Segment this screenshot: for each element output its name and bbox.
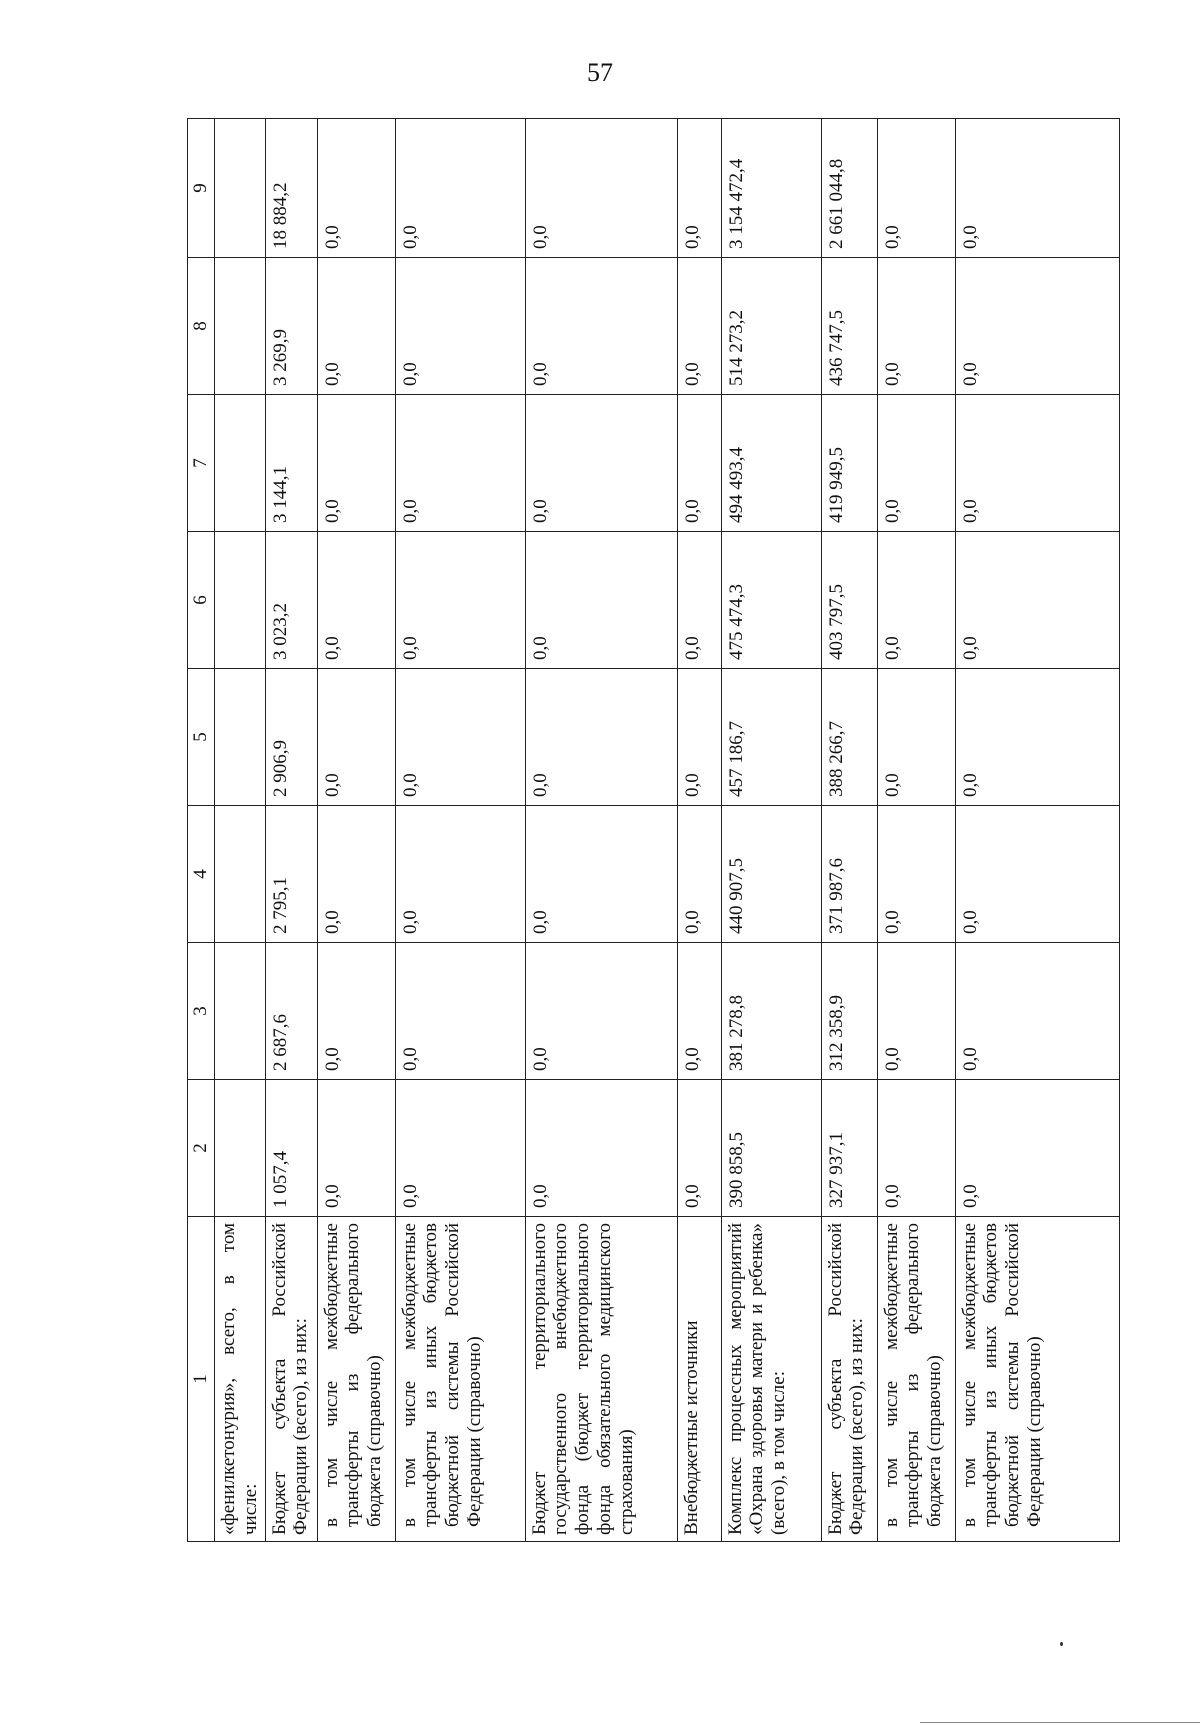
value-cell [214, 395, 265, 532]
row-label: в том числе межбюджетные трансферты из федерального бюджета (справочно) [877, 1217, 955, 1542]
value-cell: 0,0 [677, 532, 721, 669]
table-row [525, 119, 677, 1542]
value-cell [214, 943, 265, 1080]
table-row [955, 119, 1119, 1542]
value-cell: 381 278,8 [721, 943, 821, 1080]
value-cell: 0,0 [677, 119, 721, 258]
budget-table-container [187, 122, 1107, 1542]
value-cell: 312 358,9 [821, 943, 877, 1080]
value-cell: 0,0 [395, 395, 525, 532]
value-cell: 0,0 [317, 669, 395, 806]
value-cell: 440 907,5 [721, 806, 821, 943]
value-cell: 0,0 [677, 669, 721, 806]
value-cell [214, 669, 265, 806]
value-cell: 2 795,1 [265, 806, 317, 943]
row-label: Комплекс процессных мероприятий «Охрана здоровья матери и ребенка» (всего), в том числе: [721, 1217, 821, 1542]
table-row [395, 119, 525, 1542]
value-cell: 0,0 [317, 258, 395, 395]
value-cell: 0,0 [525, 395, 677, 532]
value-cell: 494 493,4 [721, 395, 821, 532]
row-label: «фенилкетонурия», всего, в том числе: [214, 1217, 265, 1542]
row-label: в том числе межбюджетные трансферты из иных бюджетов бюджетной системы Российской Федерации (справочно) [395, 1217, 525, 1542]
value-cell: 0,0 [317, 1080, 395, 1217]
value-cell [214, 806, 265, 943]
value-cell [214, 258, 265, 395]
column-header: 7 [188, 395, 215, 532]
row-label: в том числе межбюджетные трансферты из иных бюджетов бюджетной системы Российской Федерации (справочно) [955, 1217, 1119, 1542]
value-cell: 0,0 [677, 395, 721, 532]
value-cell: 0,0 [877, 669, 955, 806]
value-cell: 0,0 [525, 532, 677, 669]
column-header: 9 [188, 119, 215, 258]
value-cell: 0,0 [955, 943, 1119, 1080]
value-cell: 2 906,9 [265, 669, 317, 806]
column-header: 4 [188, 806, 215, 943]
value-cell: 0,0 [395, 806, 525, 943]
value-cell: 390 858,5 [721, 1080, 821, 1217]
value-cell: 0,0 [317, 943, 395, 1080]
value-cell: 2 687,6 [265, 943, 317, 1080]
budget-table [187, 118, 1120, 1542]
value-cell [214, 119, 265, 258]
value-cell: 0,0 [525, 806, 677, 943]
value-cell: 514 273,2 [721, 258, 821, 395]
value-cell: 2 661 044,8 [821, 119, 877, 258]
value-cell: 3 154 472,4 [721, 119, 821, 258]
value-cell: 436 747,5 [821, 258, 877, 395]
value-cell: 0,0 [877, 258, 955, 395]
value-cell: 0,0 [317, 395, 395, 532]
value-cell: 403 797,5 [821, 532, 877, 669]
column-header: 8 [188, 258, 215, 395]
column-header: 3 [188, 943, 215, 1080]
value-cell: 0,0 [317, 806, 395, 943]
column-number-row [188, 119, 215, 1542]
row-label: Бюджет территориального государственного внебюджетного фонда (бюджет территориального фонда обязательного медицинского страхования) [525, 1217, 677, 1542]
value-cell: 0,0 [955, 532, 1119, 669]
table-row [821, 119, 877, 1542]
scan-speck [1060, 1642, 1063, 1646]
value-cell: 0,0 [955, 669, 1119, 806]
value-cell: 0,0 [677, 258, 721, 395]
value-cell: 0,0 [955, 119, 1119, 258]
value-cell: 475 474,3 [721, 532, 821, 669]
value-cell: 0,0 [525, 119, 677, 258]
value-cell: 0,0 [395, 943, 525, 1080]
scan-edge-line [920, 1722, 1200, 1723]
value-cell: 0,0 [395, 1080, 525, 1217]
value-cell: 0,0 [877, 806, 955, 943]
value-cell: 388 266,7 [821, 669, 877, 806]
value-cell: 0,0 [955, 258, 1119, 395]
column-header: 5 [188, 669, 215, 806]
value-cell: 0,0 [395, 532, 525, 669]
table-row [721, 119, 821, 1542]
row-label: в том числе межбюджетные трансферты из федерального бюджета (справочно) [317, 1217, 395, 1542]
table-row [265, 119, 317, 1542]
value-cell: 0,0 [677, 1080, 721, 1217]
value-cell: 0,0 [525, 943, 677, 1080]
value-cell: 0,0 [395, 119, 525, 258]
value-cell [214, 532, 265, 669]
table-row [214, 119, 265, 1542]
value-cell: 457 186,7 [721, 669, 821, 806]
value-cell: 0,0 [677, 943, 721, 1080]
value-cell [214, 1080, 265, 1217]
value-cell: 0,0 [877, 532, 955, 669]
column-header: 1 [188, 1217, 215, 1542]
value-cell: 0,0 [877, 943, 955, 1080]
value-cell: 0,0 [955, 395, 1119, 532]
value-cell: 0,0 [955, 1080, 1119, 1217]
value-cell: 0,0 [677, 806, 721, 943]
table-row [317, 119, 395, 1542]
value-cell: 0,0 [395, 669, 525, 806]
value-cell: 3 269,9 [265, 258, 317, 395]
table-row [677, 119, 721, 1542]
row-label: Внебюджетные источники [677, 1217, 721, 1542]
page-number: 57 [587, 58, 613, 87]
value-cell: 0,0 [525, 1080, 677, 1217]
value-cell: 0,0 [395, 258, 525, 395]
value-cell: 327 937,1 [821, 1080, 877, 1217]
table-row [877, 119, 955, 1542]
column-header: 2 [188, 1080, 215, 1217]
value-cell: 419 949,5 [821, 395, 877, 532]
value-cell: 18 884,2 [265, 119, 317, 258]
value-cell: 3 023,2 [265, 532, 317, 669]
value-cell: 371 987,6 [821, 806, 877, 943]
value-cell: 0,0 [317, 532, 395, 669]
value-cell: 0,0 [877, 1080, 955, 1217]
value-cell: 0,0 [877, 119, 955, 258]
value-cell: 1 057,4 [265, 1080, 317, 1217]
value-cell: 0,0 [317, 119, 395, 258]
value-cell: 3 144,1 [265, 395, 317, 532]
row-label: Бюджет субъекта Российской Федерации (всего), из них: [265, 1217, 317, 1542]
value-cell: 0,0 [525, 258, 677, 395]
value-cell: 0,0 [525, 669, 677, 806]
value-cell: 0,0 [877, 395, 955, 532]
row-label: Бюджет субъекта Российской Федерации (всего), из них: [821, 1217, 877, 1542]
column-header: 6 [188, 532, 215, 669]
value-cell: 0,0 [955, 806, 1119, 943]
